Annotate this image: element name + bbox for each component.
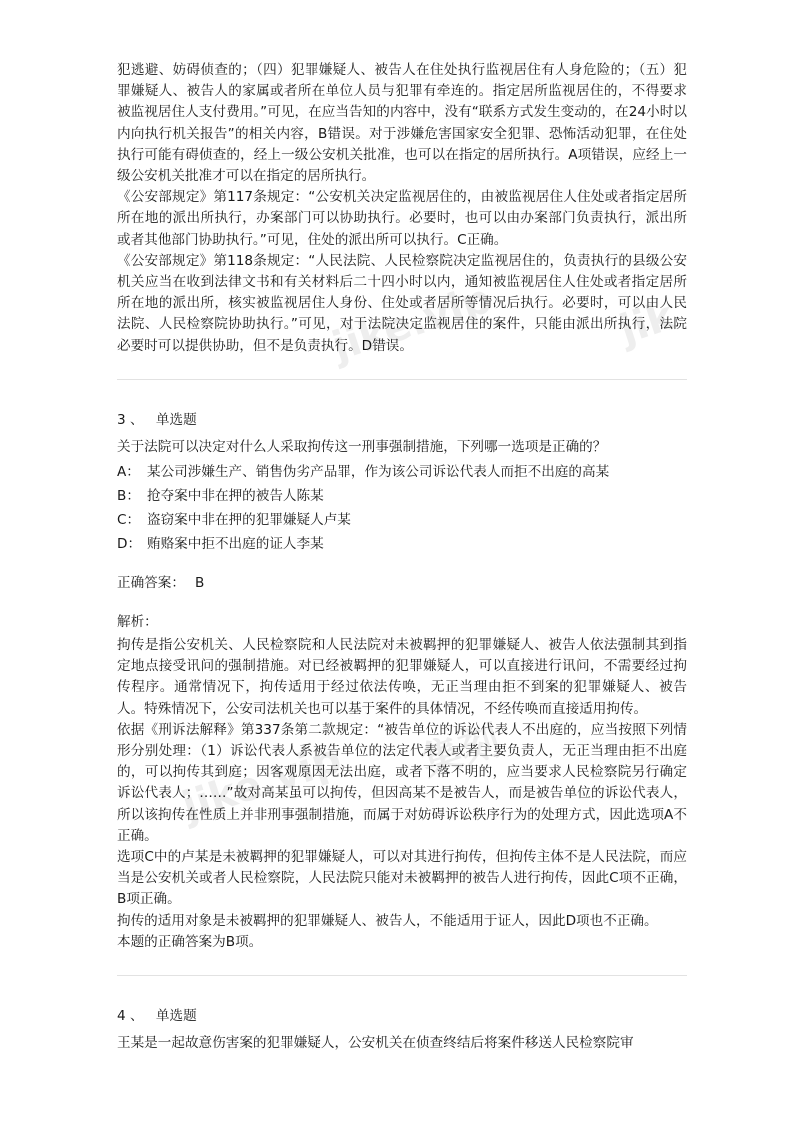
option-text: 抢夺案中非在押的被告人陈某 (147, 488, 324, 505)
text-paragraph: 《公安部规定》第117条规定：“公安机关决定监视居住的，由被监视居住人住处或者指定居所所在地的派出所执行，办案部门可以协助执行。必要时，也可以由办案部门负责执行，派出所或者其他部门协助执行。”可见，住处的派出所可以执行。C正确。 (117, 189, 687, 248)
divider (117, 975, 687, 976)
question-stem: 王某是一起故意伤害案的犯罪嫌疑人，公安机关在侦查终结后将案件移送人民检察院审 (117, 1035, 634, 1052)
option-text: 某公司涉嫌生产、销售伪劣产品罪，作为该公司诉讼代表人而拒不出庭的高某 (147, 464, 610, 481)
question-type: 单选题 (155, 411, 197, 428)
option-text: 贿赂案中拒不出庭的证人李某 (147, 536, 324, 553)
option-letter: B： (117, 488, 140, 505)
analysis-paragraph: 拘传是指公安机关、人民检察院和人民法院对未被羁押的犯罪嫌疑人、被告人依法强制其到指定地点接受讯问的强制措施。对已经被羁押的犯罪嫌疑人，可以直接进行讯问，不需要经过拘传程序。通常情况下，拘传适用于经过依法传唤，无正当理由拒不到案的犯罪嫌疑人、被告人。特殊情况下，公安司法机关也可以基于案件的具体情况，不经传唤而直接适用拘传。 (117, 637, 687, 717)
option-letter: C： (117, 512, 141, 529)
question-header (117, 1006, 687, 1027)
question-stem: 关于法院可以决定对什么人采取拘传这一刑事强制措施，下列哪一选项是正确的？ (117, 438, 607, 455)
question-4 (117, 1006, 687, 1054)
analysis-paragraph: 拘传的适用对象是未被羁押的犯罪嫌疑人、被告人，不能适用于证人，因此D项也不正确。 (117, 912, 658, 929)
option-a[interactable] (117, 462, 687, 483)
watermark-text: jike.vip (326, 275, 497, 371)
question-3 (117, 410, 687, 953)
watermark-text: jik (614, 292, 680, 354)
document-page (117, 60, 687, 1054)
correct-answer (117, 573, 687, 594)
analysis-paragraph: 本题的正确答案为B项。 (117, 933, 263, 950)
question-type: 单选题 (155, 1008, 197, 1025)
text-paragraph: 《公安部规定》第118条规定：“人民法院、人民检察院决定监视居住的，负责执行的县级公安机关应当在收到法律文书和有关材料后二十四小时以内，通知被监视居住人住处或者指定居所所在地的派出所，核实被监视居住人身份、住处或者居所等情况后执行。必要时，可以由人民法院、人民检察院协助执行。”可见，对于法院决定监视居住的案件，只能由派出所执行，法院必要时可以提供协助，但不是负责执行。D错误。 (117, 252, 687, 354)
question-number: 4 、 (117, 1008, 144, 1025)
option-d[interactable] (117, 534, 687, 555)
analysis-paragraph: 依据《刑诉法解释》第337条第二款规定：“被告单位的诉讼代表人不出庭的，应当按照下列情形分别处理：（1）诉讼代表人系被告单位的法定代表人或者主要负责人，无正当理由拒不出庭的，可以拘传其到庭；因客观原因无法出庭，或者下落不明的，应当要求人民检察院另行确定诉讼代表人；……”故对高某虽可以拘传，但因高某不是被告人，而是被告单位的诉讼代表人，所以该拘传在性质上并非刑事强制措施，而属于对妨碍诉讼秩序行为的处理方式，因此选项A不正确。 (117, 721, 687, 844)
option-letter: D： (117, 536, 142, 553)
option-b[interactable] (117, 486, 687, 507)
text-paragraph: 犯逃避、妨碍侦查的；（四）犯罪嫌疑人、被告人在住处执行监视居住有人身危险的；（五）犯罪嫌疑人、被告人的家属或者所在单位人员与犯罪有牵连的。指定居所监视居住的，不得要求被监视居住人支付费用。”可见，在应当告知的内容中，没有“联系方式发生变动的，在24小时以内向执行机关报告”的相关内容，B错误。对于涉嫌危害国家安全犯罪、恐怖活动犯罪，在住处执行可能有碍侦查的，经上一级公安机关批准，也可以在指定的居所执行。A项错误，应经上一级公安机关批准才可以在指定的居所执行。 (117, 62, 687, 185)
divider (117, 379, 687, 380)
watermark-text: jike.vip (176, 735, 347, 831)
option-text: 盗窃案中非在押的犯罪嫌疑人卢某 (147, 512, 351, 529)
answer-value: B (194, 575, 205, 592)
option-c[interactable] (117, 510, 687, 531)
question-header (117, 410, 687, 431)
watermark-text: 集刻 (415, 717, 507, 787)
question-number: 3 、 (117, 411, 144, 428)
option-letter: A： (117, 464, 140, 481)
analysis-label: 解析： (117, 614, 158, 631)
analysis-paragraph: 选项C中的卢某是未被羁押的犯罪嫌疑人，可以对其进行拘传，但拘传主体不是人民法院，而应当是公安机关或者人民检察院，人民法院只能对未被羁押的被告人进行拘传，因此C项不正确，B项正确。 (117, 849, 687, 908)
answer-label: 正确答案： (117, 575, 185, 592)
